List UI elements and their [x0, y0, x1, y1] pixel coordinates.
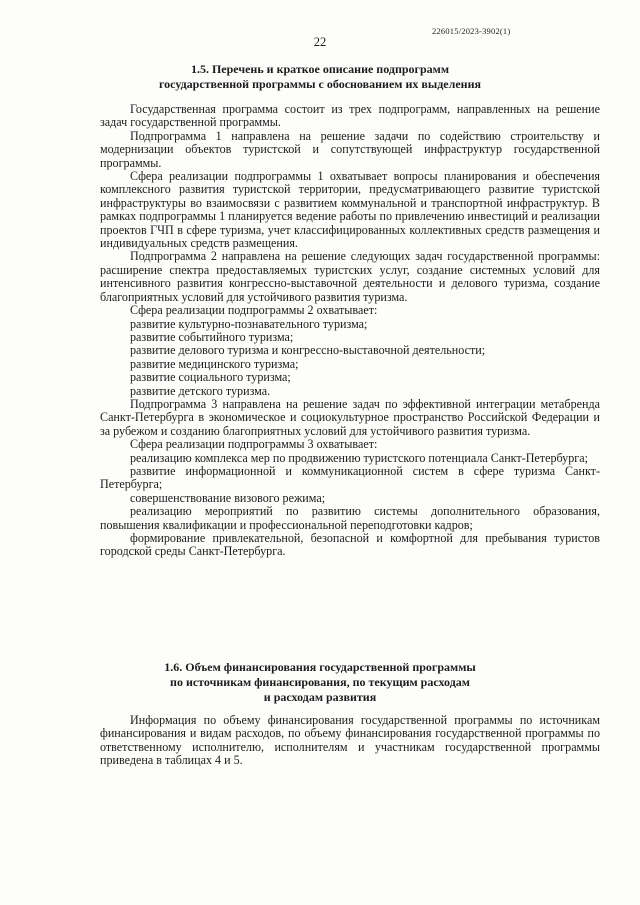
section-title-line: 1.6. Объем финансирования государственной программы	[164, 660, 476, 674]
section-title-line: государственной программы с обоснованием их выделения	[159, 77, 481, 91]
list-item: развитие медицинского туризма;	[130, 356, 299, 371]
list-item: реализацию мероприятий по развитию системы дополнительного образования, повышения квалификации и профессиональной переподготовки кадров;	[100, 504, 600, 532]
list-item: развитие культурно-познавательного туризма;	[130, 316, 368, 331]
section-1-6-title	[0, 660, 640, 705]
section-1-5-title	[0, 62, 640, 92]
paragraph: Подпрограмма 1 направлена на решение задачи по содействию строительству и модернизации объектов туристской и сопутствующей инфраструктур государственной программы.	[100, 128, 600, 170]
paragraph: Сфера реализации подпрограммы 1 охватывает вопросы планирования и обеспечения комплексного развития туристской территории, предусматривающего развитие туристской инфраструктуры во взаимосвязи с развитием коммунальной и транспортной инфраструктур. В рамках подпрограммы 1 планируется ведение работы по привлечению инвестиций и реализации проектов ГЧП в сфере туризма, учет классифицированных коллективных средств размещения и индивидуальных средств размещения.	[100, 169, 600, 251]
paragraph: Сфера реализации подпрограммы 3 охватывает:	[130, 437, 378, 452]
list-item: развитие делового туризма и конгрессно-выставочной деятельности;	[130, 343, 486, 358]
list-item: развитие событийного туризма;	[130, 329, 294, 344]
list-item: реализацию комплекса мер по продвижению туристского потенциала Санкт-Петербурга;	[130, 450, 588, 465]
paragraph: Подпрограмма 3 направлена на решение задач по эффективной интеграции метабренда Санкт-Петербурга в экономическое и социокультурное пространство Российской Федерации и за рубежом и созданию благоприятных условий для устойчивого развития туризма.	[100, 396, 600, 438]
section-1-6-body	[100, 714, 600, 768]
section-1-5-body	[100, 103, 600, 559]
list-item: формирование привлекательной, безопасной и комфортной для пребывания туристов городской среды Санкт-Петербурга.	[100, 531, 600, 559]
section-title-line: 1.5. Перечень и краткое описание подпрограмм	[190, 62, 450, 76]
list-item: развитие информационной и коммуникационной систем в сфере туризма Санкт-Петербурга;	[100, 463, 600, 492]
document-registration-number: 226015/2023-3902(1)	[432, 26, 511, 36]
paragraph: Сфера реализации подпрограммы 2 охватывает:	[130, 303, 378, 318]
section-title-line: и расходам развития	[263, 690, 377, 704]
list-item: развитие детского туризма.	[130, 383, 271, 398]
paragraph: Государственная программа состоит из трех подпрограмм, направленных на решение задач государственной программы.	[100, 102, 600, 130]
section-title-line: по источникам финансирования, по текущим расходам	[170, 675, 470, 689]
paragraph: Подпрограмма 2 направлена на решение следующих задач государственной программы: расширение спектра предоставляемых туристских услуг, создание системных условий для интенсивного развития конгрессно-выставочной деятельности и делового туризма, создание благоприятных условий для устойчивого развития туризма.	[100, 249, 600, 304]
list-item: развитие социального туризма;	[130, 370, 291, 385]
list-item: совершенствование визового режима;	[130, 490, 326, 505]
page-number: 22	[313, 35, 327, 49]
paragraph: Информация по объему финансирования государственной программы по источникам финансирования и видам расходов, по объему финансирования государственной программы по ответственному исполнителю, исполнителям и участникам государственной программы приведена в таблицах 4 и 5.	[100, 713, 600, 768]
